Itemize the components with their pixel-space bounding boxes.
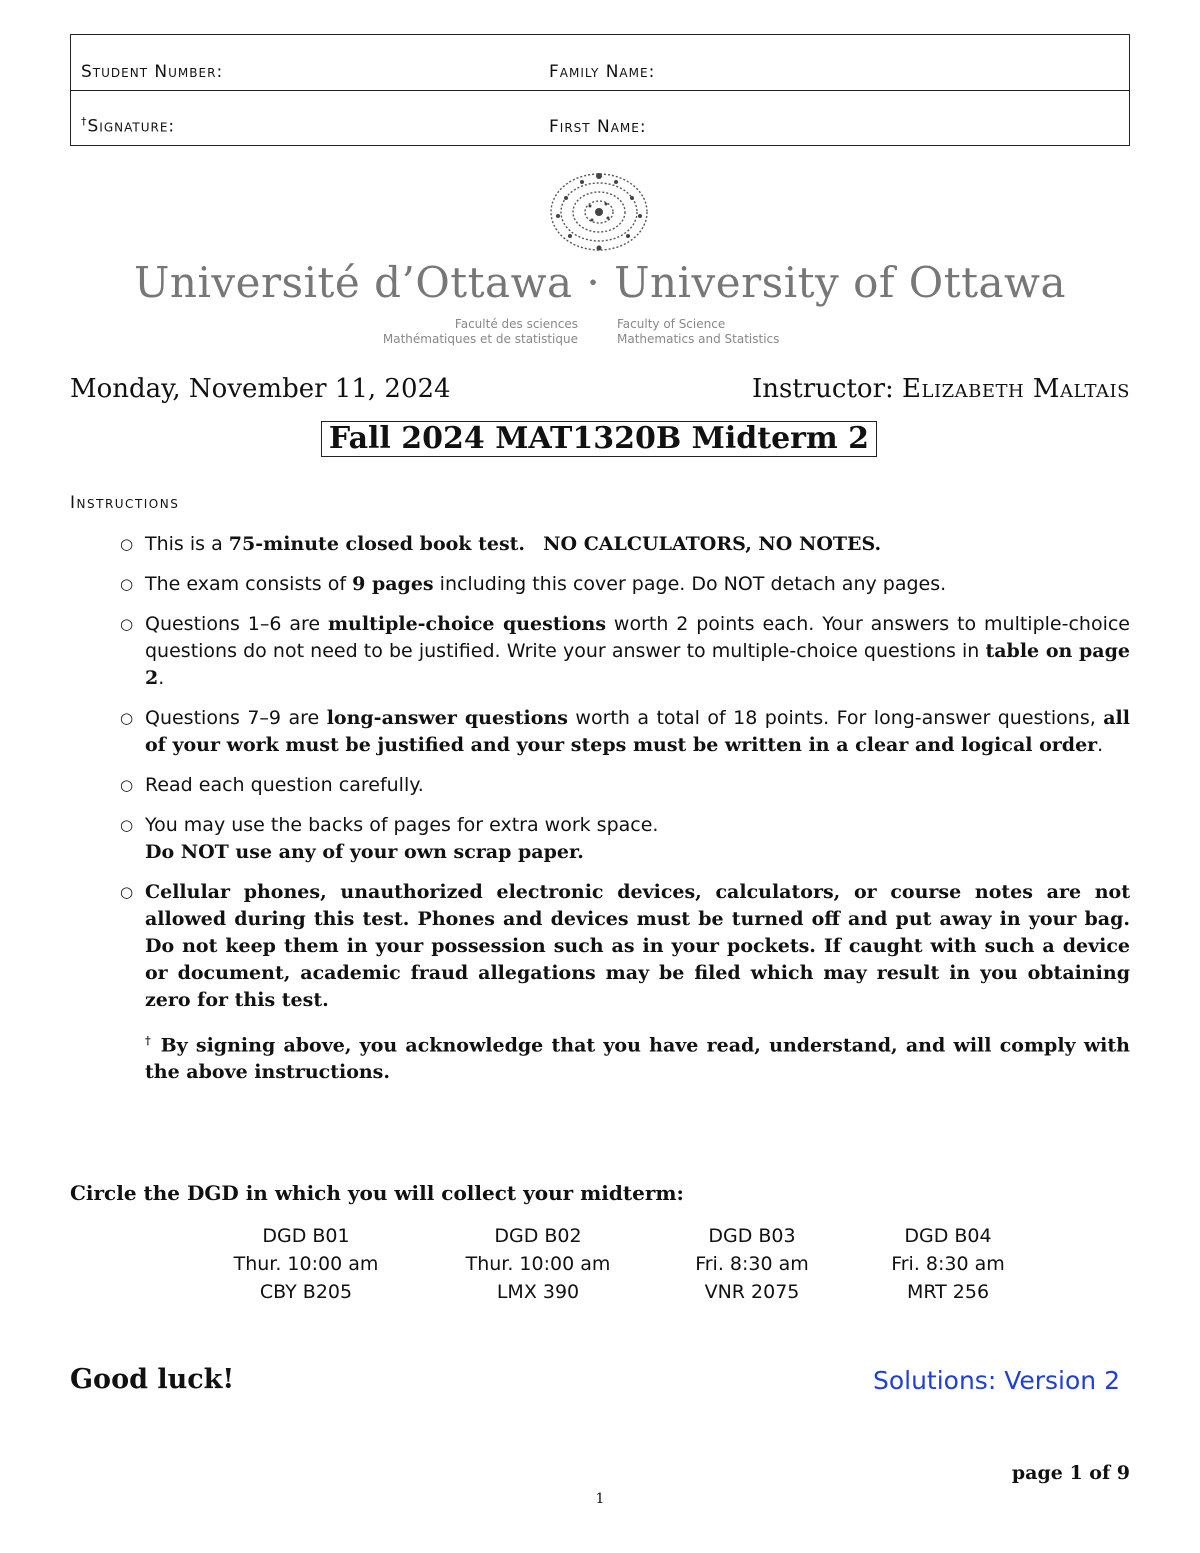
instructor-label: Instructor: [751, 374, 894, 404]
instruction-emphasis: multiple-choice questions [327, 613, 607, 635]
good-luck: Good luck! [70, 1364, 235, 1395]
page-number: 1 [595, 1491, 605, 1507]
dagger-mark: † [81, 115, 88, 129]
instruction-text: Cellular phones, unauthorized electronic devices, calculators, or course notes are not allowed during this test. Phones and devices must be turned off and put away in your bag. Do not keep them in your possession such as in your pockets. If caught with such a device or document, academic fraud allegations may be filed which may result in you obtaining zero for this test. [145, 881, 1130, 1011]
instruction-emphasis: all of your work must be justified and your steps must be written in a clear and logical order [145, 707, 1130, 756]
university-seal-icon [546, 168, 652, 256]
instruction-emphasis: Do NOT use any of your own scrap paper. [145, 841, 584, 863]
bullet-icon: ○ [120, 575, 134, 593]
instruction-text: . [158, 667, 165, 689]
bullet-icon: ○ [120, 709, 134, 727]
instruction-text: worth a total of 18 points. For long-answer questions, [567, 707, 1104, 729]
dgd-option-b02[interactable] [428, 1222, 648, 1306]
dgd-room: MRT 256 [906, 1281, 990, 1303]
exam-title: Fall 2024 MAT1320B Midterm 2 [321, 421, 877, 457]
faculty-english-line-1: Faculty of Science [617, 317, 726, 331]
dgd-name: DGD B02 [494, 1225, 582, 1247]
bullet-icon: ○ [120, 535, 134, 553]
faculty-english-line-2: Mathematics and Statistics [617, 332, 780, 346]
instruction-emphasis: 9 pages [352, 573, 434, 595]
instruction-emphasis: 75-minute closed book test. [228, 533, 526, 555]
instruction-text: By signing above, you acknowledge that you have read, understand, and will comply with the above instructions. [145, 1034, 1130, 1084]
instruction-item-1 [120, 531, 1130, 558]
dgd-name: DGD B01 [262, 1225, 350, 1247]
student-number-label: Student Number: [81, 62, 224, 82]
page-count: page 1 of 9 [1011, 1462, 1130, 1484]
dgd-option-b04[interactable] [838, 1222, 1058, 1306]
instruction-text: Questions 1–6 are [145, 613, 328, 635]
instruction-text: Questions 7–9 are [145, 707, 327, 729]
signature-label: Signature: [87, 117, 176, 137]
instruction-text: . [1097, 734, 1104, 756]
dgd-time: Fri. 8:30 am [891, 1253, 1005, 1275]
solutions-version: Solutions: Version 2 [872, 1366, 1120, 1395]
faculty-french [350, 317, 578, 347]
dgd-name: DGD B03 [708, 1225, 796, 1247]
faculty-french-line-1: Faculté des sciences [454, 317, 578, 331]
dgd-option-b03[interactable] [642, 1222, 862, 1306]
instruction-item-6 [120, 812, 1130, 866]
instructor [752, 374, 1130, 404]
instruction-item-2 [120, 571, 1130, 598]
instruction-text: You may use the backs of pages for extra work space. [145, 814, 659, 836]
faculty-french-line-2: Mathématiques et de statistique [382, 332, 578, 346]
dgd-time: Thur. 10:00 am [465, 1253, 611, 1275]
exam-date: Monday, November 11, 2024 [70, 374, 451, 404]
student-info-row-1 [71, 35, 1129, 91]
instruction-item-3 [120, 611, 1130, 692]
instruction-item-7 [120, 879, 1130, 1014]
instruction-text: The exam consists of [145, 573, 353, 595]
instructions-list [120, 531, 1130, 1099]
university-wordmark: Université d’Ottawa · University of Ottawa [134, 258, 1066, 307]
instruction-text: including this cover page. Do NOT detach any pages. [433, 573, 947, 595]
dgd-room: CBY B205 [259, 1281, 353, 1303]
dgd-room: LMX 390 [496, 1281, 580, 1303]
instruction-item-5 [120, 772, 1130, 799]
student-info-table [70, 34, 1130, 146]
instruction-emphasis: table on page 2 [145, 640, 1130, 689]
dgd-name: DGD B04 [904, 1225, 992, 1247]
family-name-label: Family Name: [549, 62, 656, 82]
bullet-icon: ○ [120, 776, 134, 794]
dagger-mark: † [145, 1034, 153, 1047]
dgd-time: Thur. 10:00 am [233, 1253, 379, 1275]
first-name-label: First Name: [549, 117, 647, 137]
instruction-emphasis: long-answer questions [326, 707, 568, 729]
instruction-text: This is a [145, 533, 229, 555]
instruction-text: Read each question carefully. [145, 774, 424, 796]
dgd-prompt: Circle the DGD in which you will collect your midterm: [70, 1181, 684, 1205]
signature-cell [81, 115, 175, 137]
faculty-english [617, 317, 847, 347]
instructor-name: Elizabeth Maltais [902, 374, 1130, 404]
dgd-option-b01[interactable] [196, 1222, 416, 1306]
dgd-room: VNR 2075 [704, 1281, 800, 1303]
instruction-emphasis: NO CALCULATORS, NO NOTES. [543, 533, 882, 555]
instruction-text: worth 2 points each. Your answers to multiple-choice questions do not need to be justified. Write your answer to multiple-choice questions in [145, 613, 1131, 662]
student-info-row-2 [71, 90, 1129, 145]
bullet-icon: ○ [120, 615, 134, 633]
instructions-heading: Instructions [70, 493, 180, 513]
dgd-time: Fri. 8:30 am [695, 1253, 809, 1275]
signature-acknowledgement [120, 1027, 1130, 1086]
instruction-item-4 [120, 705, 1130, 759]
bullet-icon: ○ [120, 883, 134, 901]
bullet-icon: ○ [120, 816, 134, 834]
